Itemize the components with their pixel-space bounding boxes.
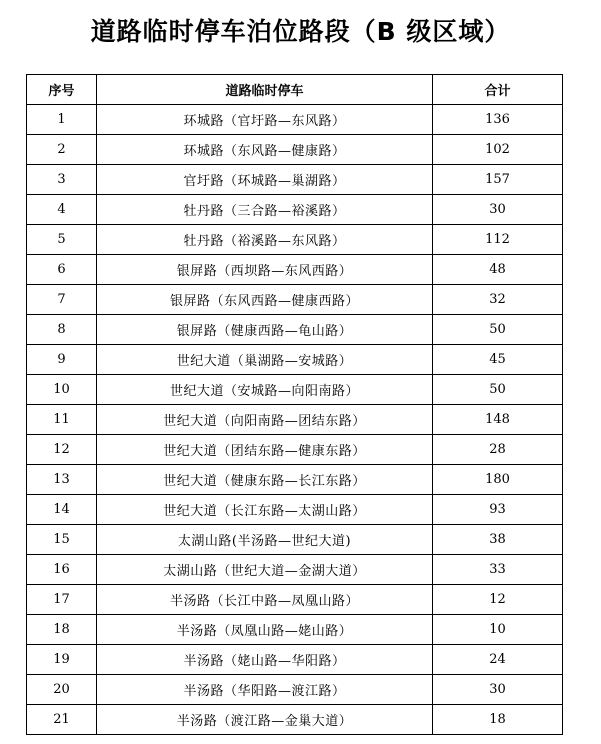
cell-no: 10	[27, 375, 97, 405]
table-row	[27, 105, 563, 135]
cell-road: 半汤路（渡江路—金巢大道）	[97, 705, 433, 735]
table-row	[27, 165, 563, 195]
header-total: 合计	[433, 75, 563, 105]
cell-no: 3	[27, 165, 97, 195]
table-body	[27, 105, 563, 735]
cell-road: 银屏路（西坝路—东风西路）	[97, 255, 433, 285]
table-row	[27, 555, 563, 585]
header-road: 道路临时停车	[97, 75, 433, 105]
cell-road: 牡丹路（三合路—裕溪路）	[97, 195, 433, 225]
cell-total: 50	[433, 315, 563, 345]
table-row	[27, 225, 563, 255]
table-row	[27, 345, 563, 375]
cell-road: 世纪大道（健康东路—长江东路）	[97, 465, 433, 495]
cell-total: 30	[433, 195, 563, 225]
cell-total: 45	[433, 345, 563, 375]
cell-road: 银屏路（健康西路—龟山路）	[97, 315, 433, 345]
table-row	[27, 525, 563, 555]
table-row	[27, 705, 563, 735]
cell-road: 半汤路（凤凰山路—姥山路）	[97, 615, 433, 645]
cell-total: 24	[433, 645, 563, 675]
cell-no: 16	[27, 555, 97, 585]
table-row	[27, 585, 563, 615]
cell-no: 8	[27, 315, 97, 345]
cell-total: 50	[433, 375, 563, 405]
cell-road: 世纪大道（团结东路—健康东路）	[97, 435, 433, 465]
table-header-row	[27, 75, 563, 105]
table-row	[27, 135, 563, 165]
cell-total: 93	[433, 495, 563, 525]
cell-total: 148	[433, 405, 563, 435]
cell-no: 12	[27, 435, 97, 465]
cell-no: 19	[27, 645, 97, 675]
cell-no: 13	[27, 465, 97, 495]
cell-total: 157	[433, 165, 563, 195]
cell-no: 17	[27, 585, 97, 615]
cell-no: 2	[27, 135, 97, 165]
cell-road: 世纪大道（巢湖路—安城路）	[97, 345, 433, 375]
cell-road: 官圩路（环城路—巢湖路）	[97, 165, 433, 195]
cell-road: 半汤路（华阳路—渡江路）	[97, 675, 433, 705]
parking-table	[26, 74, 563, 735]
table-row	[27, 675, 563, 705]
cell-no: 18	[27, 615, 97, 645]
cell-no: 20	[27, 675, 97, 705]
cell-total: 38	[433, 525, 563, 555]
table-row	[27, 255, 563, 285]
cell-total: 33	[433, 555, 563, 585]
cell-road: 半汤路（姥山路—华阳路）	[97, 645, 433, 675]
cell-total: 48	[433, 255, 563, 285]
cell-total: 180	[433, 465, 563, 495]
cell-road: 世纪大道（向阳南路—团结东路）	[97, 405, 433, 435]
cell-no: 4	[27, 195, 97, 225]
cell-road: 太湖山路(半汤路—世纪大道)	[97, 525, 433, 555]
cell-total: 30	[433, 675, 563, 705]
table-row	[27, 465, 563, 495]
cell-road: 半汤路（长江中路—凤凰山路）	[97, 585, 433, 615]
cell-road: 世纪大道（安城路—向阳南路）	[97, 375, 433, 405]
header-no: 序号	[27, 75, 97, 105]
table-row	[27, 285, 563, 315]
table-row	[27, 435, 563, 465]
cell-no: 14	[27, 495, 97, 525]
cell-road: 太湖山路（世纪大道—金湖大道）	[97, 555, 433, 585]
cell-total: 32	[433, 285, 563, 315]
cell-no: 9	[27, 345, 97, 375]
cell-total: 12	[433, 585, 563, 615]
cell-no: 15	[27, 525, 97, 555]
cell-no: 21	[27, 705, 97, 735]
cell-total: 18	[433, 705, 563, 735]
cell-no: 1	[27, 105, 97, 135]
cell-total: 102	[433, 135, 563, 165]
table-row	[27, 495, 563, 525]
cell-road: 世纪大道（长江东路—太湖山路）	[97, 495, 433, 525]
cell-total: 112	[433, 225, 563, 255]
table-row	[27, 615, 563, 645]
cell-road: 银屏路（东风西路—健康西路）	[97, 285, 433, 315]
cell-road: 环城路（东风路—健康路）	[97, 135, 433, 165]
cell-no: 5	[27, 225, 97, 255]
cell-road: 牡丹路（裕溪路—东风路）	[97, 225, 433, 255]
cell-no: 11	[27, 405, 97, 435]
table-row	[27, 315, 563, 345]
cell-no: 7	[27, 285, 97, 315]
table-row	[27, 375, 563, 405]
table-row	[27, 645, 563, 675]
cell-total: 28	[433, 435, 563, 465]
table-row	[27, 195, 563, 225]
cell-road: 环城路（官圩路—东风路）	[97, 105, 433, 135]
page-title: 道路临时停车泊位路段（B 级区域）	[90, 17, 511, 46]
table-row	[27, 405, 563, 435]
cell-total: 136	[433, 105, 563, 135]
cell-no: 6	[27, 255, 97, 285]
cell-total: 10	[433, 615, 563, 645]
